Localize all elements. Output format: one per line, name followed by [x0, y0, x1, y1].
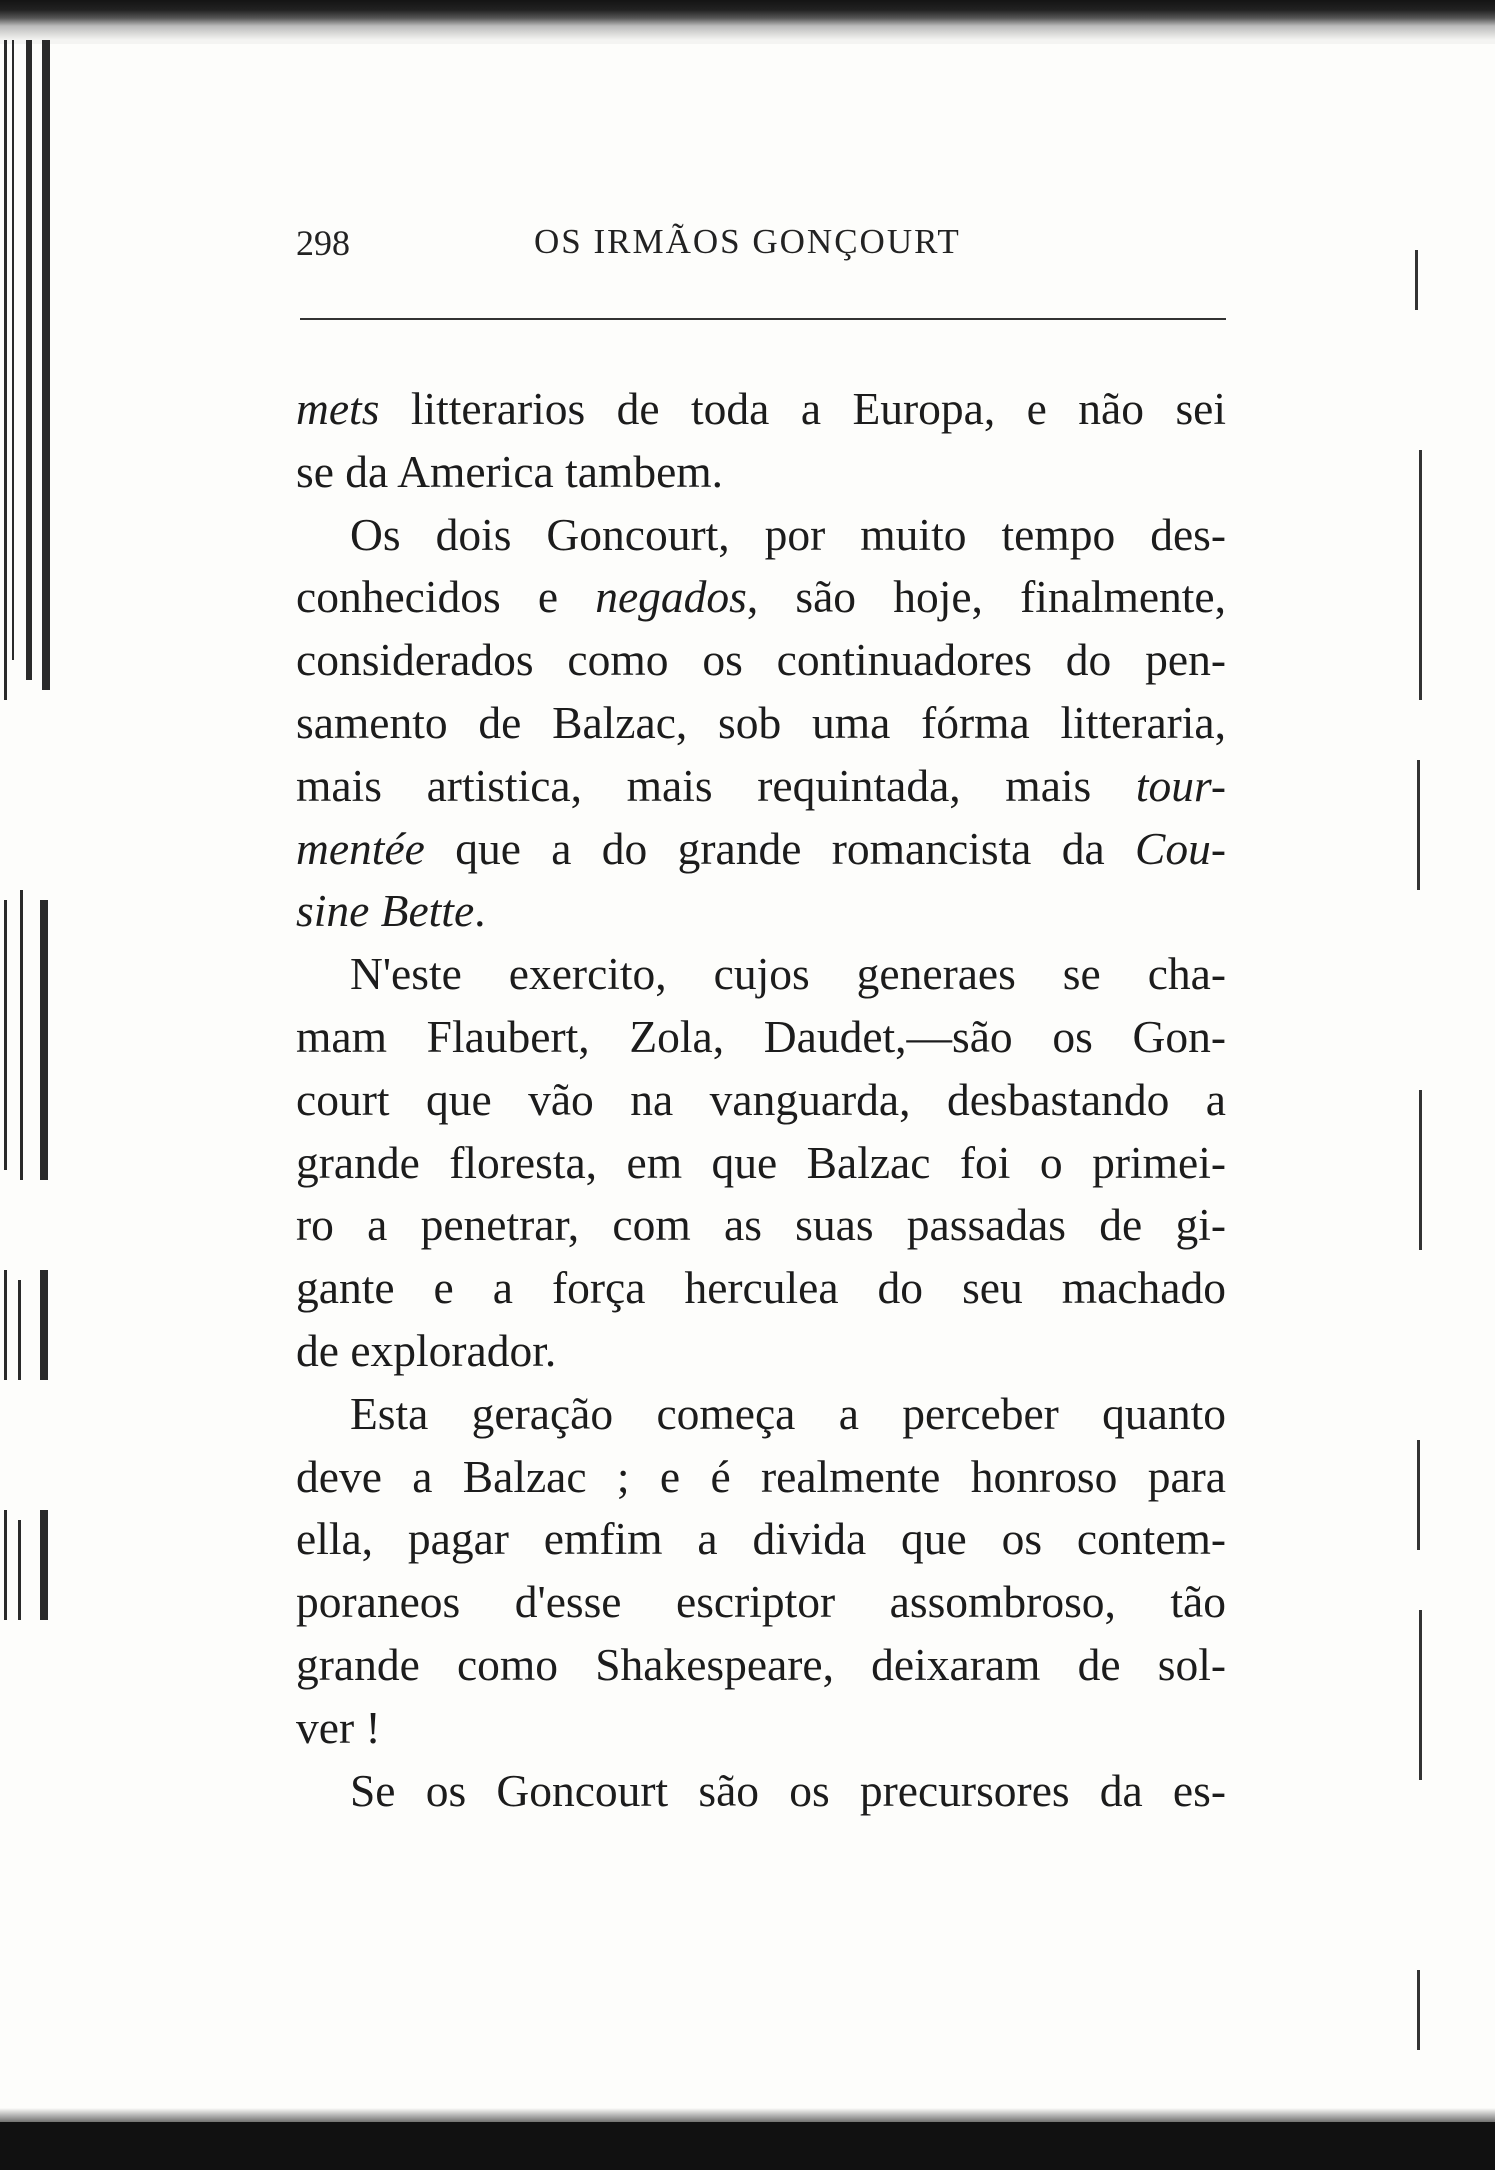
- text-run: Se os Goncourt são os precursores da es-: [350, 1764, 1226, 1816]
- text-line: [296, 1320, 1226, 1383]
- text-line: [296, 1446, 1226, 1509]
- text-run: grande como Shakespeare, deixaram de sol-: [296, 1638, 1226, 1690]
- scan-right-edge: [1395, 40, 1495, 2130]
- scan-top-edge: [0, 0, 1495, 44]
- text-run: , são hoje, finalmente,: [746, 571, 1226, 623]
- text-line: [296, 1132, 1226, 1195]
- text-run: Os dois Goncourt, por muito tempo des-: [350, 508, 1226, 560]
- text-line: [296, 1069, 1226, 1132]
- text-line: [296, 441, 1226, 504]
- italic-text: mentée: [296, 822, 425, 874]
- italic-text: sine Bette: [296, 885, 475, 937]
- text-run: que a do grande romancista da: [424, 822, 1135, 874]
- text-line: [296, 943, 1226, 1006]
- text-run: poraneos d'esse escriptor assombroso, tão: [296, 1576, 1226, 1628]
- text-run: se da America tambem.: [296, 445, 724, 497]
- text-run: gante e a força herculea do seu machado: [296, 1262, 1226, 1314]
- text-line: [296, 818, 1226, 881]
- text-line: [296, 378, 1226, 441]
- text-line: [296, 1006, 1226, 1069]
- text-run: grande floresta, em que Balzac foi o primei-: [296, 1136, 1226, 1188]
- text-line: [296, 566, 1226, 629]
- text-run: Esta geração começa a perceber quanto: [350, 1387, 1226, 1439]
- text-line: [296, 880, 1226, 943]
- text-run: de explorador.: [296, 1324, 557, 1376]
- text-run: samento de Balzac, sob uma fórma litteraria,: [296, 696, 1226, 748]
- text-run: litterarios de toda a Europa, e não sei: [379, 383, 1226, 434]
- text-line: [296, 755, 1226, 818]
- text-line: [296, 1634, 1226, 1697]
- text-line: [296, 1194, 1226, 1257]
- text-run: conhecidos e: [296, 571, 596, 623]
- text-run: ro a penetrar, com as suas passadas de gi-: [296, 1199, 1226, 1251]
- text-run: considerados como os continuadores do pen-: [296, 634, 1226, 686]
- italic-text: tour-: [1135, 759, 1226, 811]
- text-line: [296, 629, 1226, 692]
- page-number: 298: [296, 223, 350, 263]
- text-line: [296, 504, 1226, 567]
- text-line: [296, 1383, 1226, 1446]
- text-run: mais artistica, mais requintada, mais: [296, 759, 1136, 811]
- italic-text: Cou-: [1135, 822, 1226, 874]
- text-run: ver !: [296, 1701, 381, 1753]
- text-line: [296, 1760, 1226, 1823]
- text-line: [296, 1508, 1226, 1571]
- italic-text: mets: [296, 383, 380, 434]
- text-run: mam Flaubert, Zola, Daudet,—são os Gon-: [296, 1010, 1226, 1062]
- text-line: [296, 692, 1226, 755]
- text-run: deve a Balzac ; e é realmente honroso para: [296, 1450, 1226, 1502]
- text-run: .: [474, 885, 486, 937]
- body-text: [296, 378, 1226, 1822]
- scan-bottom-shadow: [0, 2108, 1495, 2122]
- text-run: ella, pagar emfim a divida que os contem-: [296, 1513, 1226, 1565]
- scan-bottom-edge: [0, 2122, 1495, 2170]
- text-line: [296, 1697, 1226, 1760]
- running-title: OS IRMÃOS GONÇOURT: [534, 222, 961, 261]
- header-rule: [300, 318, 1226, 320]
- text-line: [296, 1257, 1226, 1320]
- text-run: court que vão na vanguarda, desbastando a: [296, 1073, 1226, 1125]
- text-run: N'este exercito, cujos generaes se cha-: [350, 948, 1226, 1000]
- running-head: [296, 222, 1226, 272]
- text-line: [296, 1571, 1226, 1634]
- italic-text: negados: [595, 571, 747, 623]
- scan-left-edge: [0, 40, 60, 2130]
